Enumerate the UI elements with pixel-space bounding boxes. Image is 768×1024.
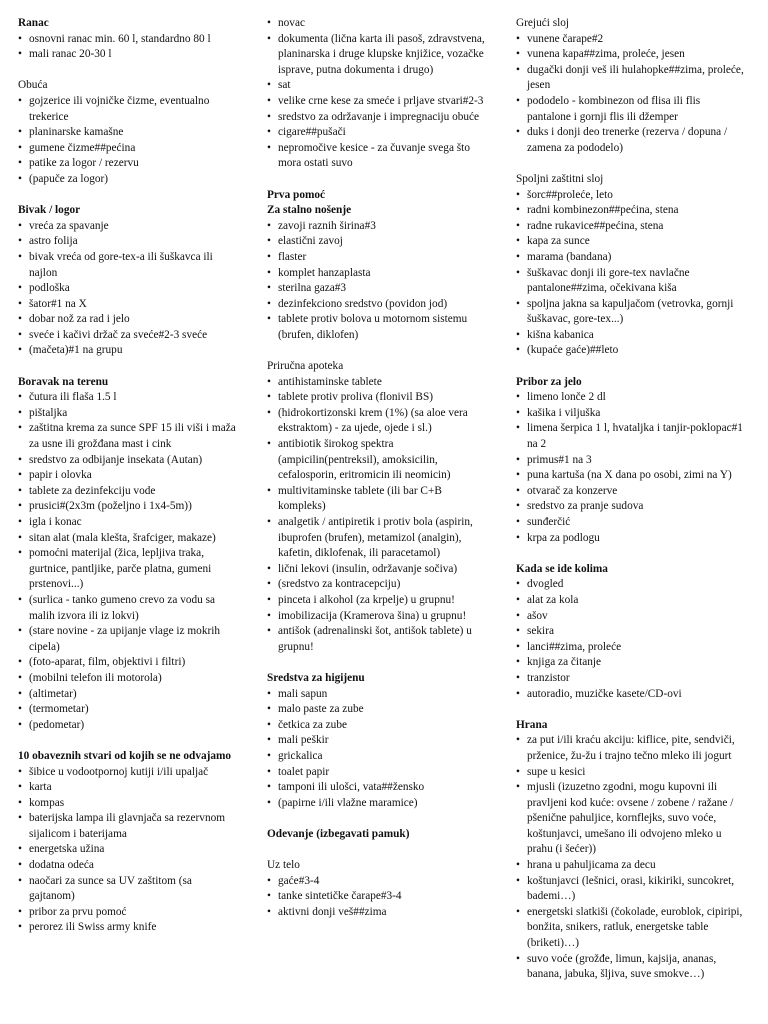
list-item: • (kupaće gaće)##leto [516,343,746,359]
list-item: • aktivni donji veš##zima [267,905,489,921]
section-heading: 10 obaveznih stvari od kojih se ne odvajamo [18,749,232,762]
list-item: • pomoćni materijal (žica, lepljiva traka, gurtnice, pantljike, parče platna, gumeni prstenovi...) [18,546,240,593]
list-item: • vunena kapa##zima, proleće, jesen [516,47,746,63]
section-subheading: Grejući sloj [516,17,570,29]
item-list [18,32,240,63]
list-item: • astro folija [18,234,240,250]
item-list [516,390,746,546]
item-list [18,390,240,733]
list-item: • suvo voće (grožđe, limun, kajsija, ananas, banana, jabuka, šljiva, suve smokve…) [516,952,746,983]
list-item: • nepromočive kesice - za čuvanje svega što mora ostati suvo [267,141,489,172]
list-item: • ašov [516,609,746,625]
section-pribor-za-jelo [516,375,746,547]
list-item: • pinceta i alkohol (za krpelje) u grupnu! [267,593,489,609]
list-item: • (stare novine - za upijanje vlage iz mokrih cipela) [18,624,240,655]
section-subheading: Uz telo [267,859,300,872]
list-item: • gumene čizme##pećina [18,141,240,157]
list-item: • hrana u pahuljicama za decu [516,858,746,874]
section-heading: Kada se ide kolima [516,562,608,575]
list-item: • (surlica - tanko gumeno crevo za vodu sa malih izvora ili iz lokvi) [18,593,240,624]
list-item: • zaštitna krema za sunce SPF 15 ili viši i maža za usne ili grožđana mast i cink [18,421,240,452]
section-spoljni-za-titni-sloj [516,172,746,359]
section-heading: Hrana [516,718,548,731]
column-1 [18,16,240,952]
list-item: • antibiotik širokog spektra (ampicilin(pentreksil), amoksicilin, cefalosporin, eritromicin ili neomicin) [267,437,489,484]
list-item: • supe u kesici [516,765,746,781]
list-item: • lanci##zima, proleće [516,640,746,656]
list-item: • gaće#3-4 [267,874,489,890]
list-item: • dvogled [516,577,746,593]
section-heading: Bivak / logor [18,204,81,217]
list-item: • tranzistor [516,671,746,687]
list-item: • (foto-aparat, film, objektivi i filtri) [18,655,240,671]
item-list [516,733,746,983]
section-priru-na-apoteka [267,359,489,655]
list-item: • vreća za spavanje [18,219,240,235]
list-item: • kapa za sunce [516,234,746,250]
list-item: • patike za logor / rezervu [18,156,240,172]
list-item: • sat [267,78,489,94]
list-item: • gojzerice ili vojničke čizme, eventualno trekerice [18,94,240,125]
list-item: • pištaljka [18,406,240,422]
list-item: • limeno lonče 2 dl [516,390,746,406]
item-list [267,687,489,812]
list-item: • zavoji raznih širina#3 [267,219,489,235]
list-item: • lični lekovi (insulin, održavanje sočiva) [267,562,489,578]
column-3 [516,16,746,998]
list-item: • (papirne i/ili vlažne maramice) [267,796,489,812]
section-uz-telo [267,858,489,920]
list-item: • primus#1 na 3 [516,453,746,469]
list-item: • grickalica [267,749,489,765]
column-2 [267,16,489,936]
section-heading: Sredstva za higijenu [267,671,365,684]
section-prva-pomo [267,188,489,344]
list-item: • antihistaminske tablete [267,375,489,391]
item-list [267,375,489,656]
list-item: • mali sapun [267,687,489,703]
list-item: • mali peškir [267,733,489,749]
list-item: • autoradio, muzičke kasete/CD-ovi [516,687,746,703]
list-item: • cigare##pušači [267,125,489,141]
list-item: • šator#1 na X [18,297,240,313]
section-greju-i-sloj [516,16,746,156]
item-list [267,874,489,921]
list-item: • dezinfekciono sredstvo (povidon jod) [267,297,489,313]
list-item: • radni kombinezon##pećina, stena [516,203,746,219]
list-item: • otvarač za konzerve [516,484,746,500]
list-item: • dugački donji veš ili hulahopke##zima, proleće, jesen [516,63,746,94]
list-item: • kompas [18,796,240,812]
list-item: • perorez ili Swiss army knife [18,920,240,936]
list-item: • toalet papir [267,765,489,781]
section-heading: Prva pomoć [267,188,326,201]
list-item: • limena šerpica 1 l, hvataljka i tanjir-poklopac#1 na 2 [516,421,746,452]
section-heading: Boravak na terenu [18,375,109,388]
item-list [516,32,746,157]
list-item: • igla i konac [18,515,240,531]
list-item: • sekira [516,624,746,640]
list-item: • kašika i viljuška [516,406,746,422]
list-item: • sredstvo za pranje sudova [516,499,746,515]
item-list [267,219,489,344]
section-section-2-1 [267,16,489,172]
list-item: • flaster [267,250,489,266]
list-item: • energetski slatkiši (čokolade, euroblok, cipiripi, bonžita, snikers, ratluk, energetske table (briketi)…) [516,905,746,952]
list-item: • pododelo - kombinezon od flisa ili flis pantalone i gornji flis ili džemper [516,94,746,125]
list-item: • spoljna jakna sa kapuljačom (vetrovka, gornji šuškavac, gore-tex...) [516,297,746,328]
list-item: • čutura ili flaša 1.5 l [18,390,240,406]
list-item: • velike crne kese za smeće i prljave stvari#2-3 [267,94,489,110]
list-item: • (papuče za logor) [18,172,240,188]
section-10-obaveznih-stvari-od-kojih-se-ne-odvajamo [18,749,240,936]
section-bivak-logor [18,203,240,359]
item-list [18,765,240,937]
list-item: • antišok (adrenalinski šot, antišok tablete) u grupnu! [267,624,489,655]
list-item: • tamponi ili ulošci, vata##žensko [267,780,489,796]
list-item: • koštunjavci (lešnici, orasi, kikiriki, suncokret, bademi…) [516,874,746,905]
list-item: • prusici#(2x3m (poželjno i 1x4-5m)) [18,499,240,515]
list-item: • (hidrokortizonski krem (1%) (sa aloe vera ekstraktom) - za ujede, ojede i sl.) [267,406,489,437]
list-item: • alat za kola [516,593,746,609]
list-item: • knjiga za čitanje [516,655,746,671]
list-item: • duks i donji deo trenerke (rezerva / dopuna / zamena za pododelo) [516,125,746,156]
list-item: • sitan alat (mala klešta, šrafciger, makaze) [18,531,240,547]
list-item: • (mobilni telefon ili motorola) [18,671,240,687]
section-heading: Pribor za jelo [516,375,582,388]
list-item: • šibice u vodootpornoj kutiji i/ili upaljač [18,765,240,781]
list-item: • energetska užina [18,842,240,858]
list-item: • osnovni ranac min. 60 l, standardno 80 l [18,32,240,48]
list-item: • četkica za zube [267,718,489,734]
list-item: • novac [267,16,489,32]
list-item: • tablete protiv bolova u motornom sistemu (brufen, diklofen) [267,312,489,343]
section-odevanje-izbegavati-pamuk [267,827,489,843]
list-item: • elastični zavoj [267,234,489,250]
item-list [18,219,240,359]
list-item: • podloška [18,281,240,297]
list-item: • karta [18,780,240,796]
list-item: • (pedometar) [18,718,240,734]
list-item: • mali ranac 20-30 l [18,47,240,63]
section-boravak-na-terenu [18,375,240,734]
list-item: • sunđerčić [516,515,746,531]
item-list [516,577,746,702]
list-item: • imobilizacija (Kramerova šina) u grupnu! [267,609,489,625]
list-item: • (mačeta)#1 na grupu [18,343,240,359]
list-item: • dodatna odeća [18,858,240,874]
list-item: • malo paste za zube [267,702,489,718]
section-ranac [18,16,240,63]
list-item: • komplet hanzaplasta [267,266,489,282]
list-item: • tablete za dezinfekciju vode [18,484,240,500]
section-subheading-bold: Za stalno nošenje [267,204,352,217]
list-item: • šuškavac donji ili gore-tex navlačne pantalone##zima, očekivana kiša [516,266,746,297]
item-list [18,94,240,188]
list-item: • papir i olovka [18,468,240,484]
list-item: • (sredstvo za kontracepciju) [267,577,489,593]
list-item: • sredstvo za održavanje i impregnaciju obuće [267,110,489,126]
item-list [267,16,489,172]
list-item: • puna kartuša (na X dana po osobi, zimi na Y) [516,468,746,484]
list-item: • tanke sintetičke čarape#3-4 [267,889,489,905]
list-item: • mjusli (izuzetno zgodni, mogu kupovni ili pravljeni kod kuće: ovsene / zobene / ražane / pšenične pahuljice, kornflejks, suvo voće, koštunjavci, umešano ili odvojeno mleko u prahu (i šećer)) [516,780,746,858]
section-hrana [516,718,746,983]
list-item: • planinarske kamašne [18,125,240,141]
list-item: • krpa za podlogu [516,531,746,547]
section-sredstva-za-higijenu [267,671,489,811]
section-subheading: Obuća [18,79,48,92]
section-obu-a [18,78,240,187]
list-item: • multivitaminske tablete (ili bar C+B kompleks) [267,484,489,515]
section-subheading: Spoljni zaštitni sloj [516,172,604,185]
list-item: • (altimetar) [18,687,240,703]
section-kada-se-ide-kolima [516,562,746,702]
section-subheading: Priručna apoteka [267,360,344,373]
list-item: • dobar nož za rad i jelo [18,312,240,328]
list-item: • pribor za prvu pomoć [18,905,240,921]
list-item: • za put i/ili kraću akciju: kiflice, pite, sendviči, prženice, žu-žu i trajno tečno mleko ili jogurt [516,733,746,764]
section-heading: Ranac [18,17,49,29]
list-item: • radne rukavice##pećina, stena [516,219,746,235]
list-item: • naočari za sunce sa UV zaštitom (sa gajtanom) [18,874,240,905]
list-item: • tablete protiv proliva (flonivil BS) [267,390,489,406]
list-item: • analgetik / antipiretik i protiv bola (aspirin, ibuprofen (brufen), metamizol (analgin), kafetin, diklofenak, ili paracetamol) [267,515,489,562]
list-item: • marama (bandana) [516,250,746,266]
list-item: • sveće i kačivi držač za sveće#2-3 sveće [18,328,240,344]
list-item: • (termometar) [18,702,240,718]
list-item: • dokumenta (lična karta ili pasoš, zdravstvena, planinarska i druge klupske knjižice, vozačke isprave, putna dokumenta i drugo) [267,32,489,79]
list-item: • sredstvo za odbijanje insekata (Autan) [18,453,240,469]
item-list [516,188,746,360]
list-item: • vunene čarape#2 [516,32,746,48]
list-item: • kišna kabanica [516,328,746,344]
list-item: • baterijska lampa ili glavnjača sa rezervnom sijalicom i baterijama [18,811,240,842]
list-item: • bivak vreća od gore-tex-a ili šuškavca ili najlon [18,250,240,281]
list-item: • šorc##proleće, leto [516,188,746,204]
section-heading: Odevanje (izbegavati pamuk) [267,827,410,840]
list-item: • sterilna gaza#3 [267,281,489,297]
